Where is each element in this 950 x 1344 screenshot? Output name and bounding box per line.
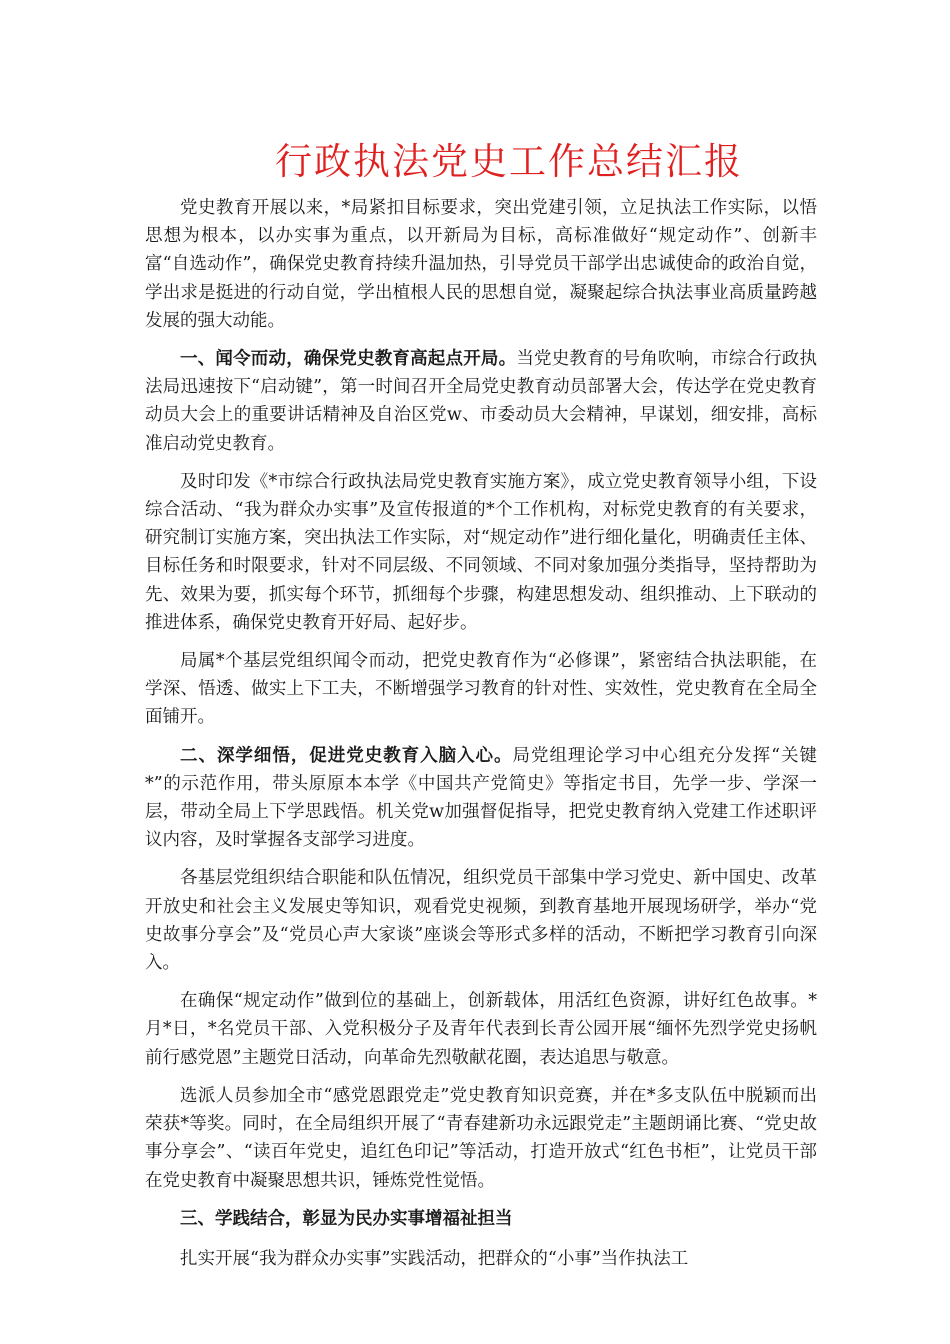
- section2-paragraph: 选派人员参加全市“感党恩跟党走”党史教育知识竞赛，并在*多支队伍中脱颖而出荣获*等奖。同时，在全局组织开展了“青春建新功永远跟党走”主题朗诵比赛、“党史故事分享会”、“读百年党史，追红色印记”等活动，打造开放式“红色书柜”，让党员干部在党史教育中凝聚思想共识，锤炼党性觉悟。: [145, 1085, 817, 1191]
- section2-heading: 二、深学细悟，促进党史教育入脑入心。: [180, 745, 513, 766]
- document-page: [145, 140, 817, 1283]
- section3-paragraph: 扎实开展“我为群众办实事”实践活动，把群众的“小事”当作执法工: [180, 1248, 689, 1269]
- intro-paragraph: 党史教育开展以来，*局紧扣目标要求，突出党建引领，立足执法工作实际，以悟思想为根本，以办实事为重点，以开新局为目标，高标准做好“规定动作”、创新丰富“自选动作”，确保党史教育持续升温加热，引导党员干部学出忠诚使命的政治自觉，学出求是挺进的行动自觉，学出植根人民的思想自觉，凝聚起综合执法事业高质量跨越发展的强大动能。: [145, 198, 817, 331]
- section1-paragraph: 局属*个基层党组织闻令而动，把党史教育作为“必修课”，紧密结合执法职能，在学深、悟透、做实上下工夫，不断增强学习教育的针对性、实效性，党史教育在全局全面铺开。: [145, 651, 817, 728]
- section3-heading: 三、学践结合，彰显为民办实事增福祉担当: [180, 1208, 513, 1229]
- section1-paragraph: 及时印发《*市综合行政执法局党史教育实施方案》，成立党史教育领导小组，下设综合活动、“我为群众办实事”及宣传报道的*个工作机构，对标党史教育的有关要求，研究制订实施方案，突出执法工作实际，对“规定动作”进行细化量化，明确责任主体、目标任务和时限要求，针对不同层级、不同领域、不同对象加强分类指导，坚持帮助为先、效果为要，抓实每个环节，抓细每个步骤，构建思想发动、组织推动、上下联动的推进体系，确保党史教育开好局、起好步。: [145, 471, 817, 633]
- section1-lead-paragraph: [145, 345, 817, 458]
- section2-text: 局党组理论学习中心组充分发挥“关键*”的示范作用，带头原原本本学《中国共产党简史》等指定书目，先学一步、学深一层，带动全局上下学思践悟。机关党w加强督促指导，把党史教育纳入党建工作述职评议内容，及时掌握各支部学习进度。: [145, 745, 817, 851]
- section2-paragraph: 各基层党组织结合职能和队伍情况，组织党员干部集中学习党史、新中国史、改革开放史和社会主义发展史等知识，观看党史视频，到教育基地开展现场研学，举办“党史故事分享会”及“党员心声大家谈”座谈会等形式多样的活动，不断把学习教育引向深入。: [145, 868, 817, 974]
- section1-heading: 一、闻令而动，确保党史教育高起点开局。: [180, 349, 517, 370]
- document-title: 行政执法党史工作总结汇报: [275, 140, 743, 183]
- section2-paragraph: 在确保“规定动作”做到位的基础上，创新载体，用活红色资源，讲好红色故事。*月*日，*名党员干部、入党积极分子及青年代表到长青公园开展“缅怀先烈学党史扬帆前行感党恩”主题党日活动，向革命先烈敬献花圈，表达追思与敬意。: [145, 991, 817, 1068]
- section1-text: 当党史教育的号角吹响，市综合行政执法局迅速按下“启动键”，第一时间召开全局党史教育动员部署大会，传达学在党史教育动员大会上的重要讲话精神及自治区党w、市委动员大会精神，早谋划，细安排，高标准启动党史教育。: [145, 349, 818, 454]
- section2-lead-paragraph: [145, 742, 817, 855]
